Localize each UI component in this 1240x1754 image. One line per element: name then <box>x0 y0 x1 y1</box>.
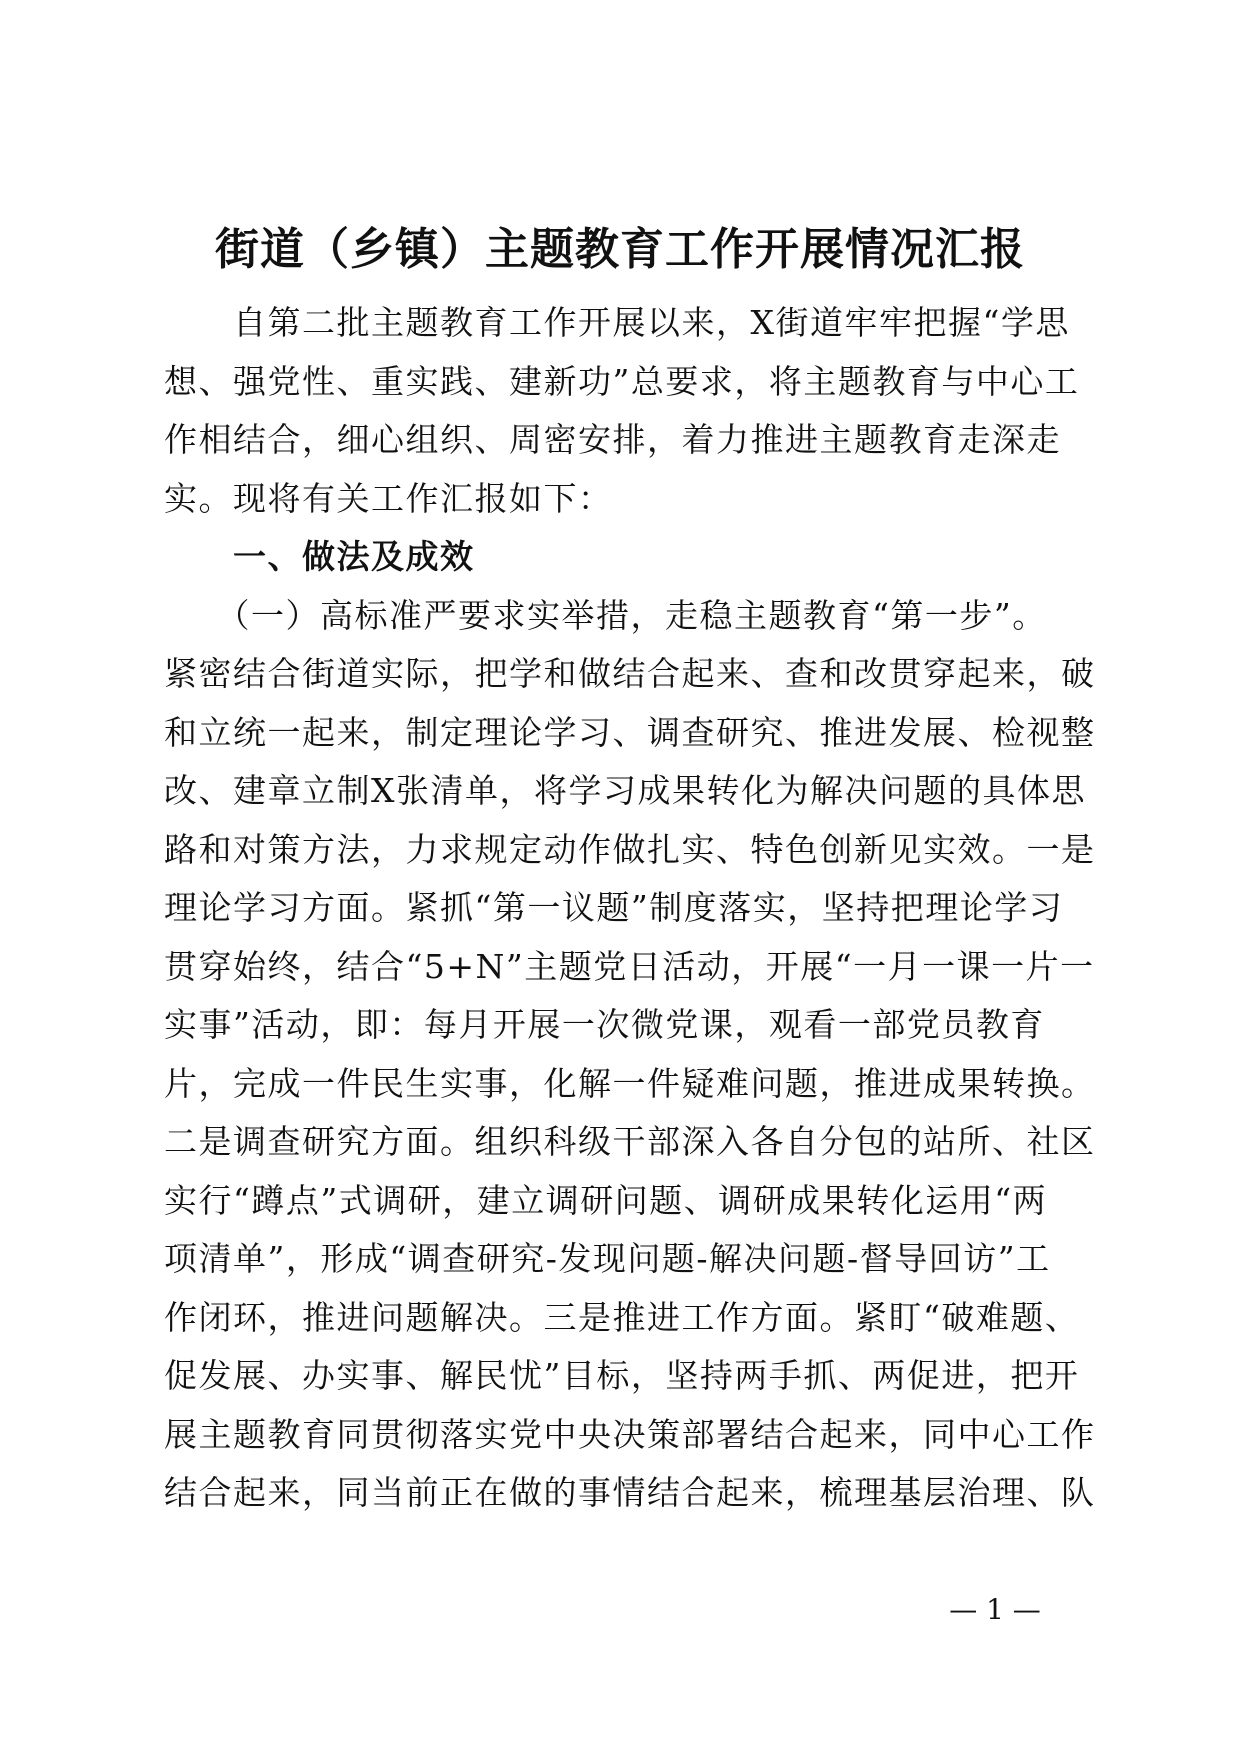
body-line: 理论学习方面。紧抓“第一议题”制度落实，坚持把理论学习 <box>164 888 1064 927</box>
body-line: 作相结合，细心组织、周密安排，着力推进主题教育走深走 <box>164 420 1061 459</box>
body-line: 想、强党性、重实践、建新功”总要求，将主题教育与中心工 <box>164 361 1080 401</box>
body-line: 项清单”，形成“调查研究-发现问题-解决问题-督导回访”工 <box>164 1239 1051 1278</box>
body-line: 作闭环，推进问题解决。三是推进工作方面。紧盯“破难题、 <box>164 1297 1080 1337</box>
document-body <box>164 294 1096 1523</box>
page-number: — 1 — <box>949 1593 1041 1626</box>
section-heading: 一、做法及成效 <box>164 537 475 576</box>
body-line: 实事”活动，即：每月开展一次微党课，观看一部党员教育 <box>164 1005 1045 1044</box>
body-line: 展主题教育同贯彻落实党中央决策部署结合起来，同中心工作 <box>164 1414 1096 1454</box>
body-line: 改、建章立制X张清单，将学习成果转化为解决问题的具体思 <box>164 771 1086 810</box>
body-line: （一）高标准严要求实举措，走稳主题教育“第一步”。 <box>164 595 1047 635</box>
body-line: 紧密结合街道实际，把学和做结合起来、查和改贯穿起来，破 <box>164 654 1096 693</box>
body-line: 片，完成一件民生实事，化解一件疑难问题，推进成果转换。 <box>164 1063 1096 1103</box>
body-line: 实行“蹲点”式调研，建立调研问题、调研成果转化运用“两 <box>164 1180 1048 1220</box>
body-line: 和立统一起来，制定理论学习、调查研究、推进发展、检视整 <box>164 712 1096 752</box>
body-line: 结合起来，同当前正在做的事情结合起来，梳理基层治理、队 <box>164 1473 1096 1512</box>
body-line: 贯穿始终，结合“5+N”主题党日活动，开展“一月一课一片一 <box>164 946 1095 986</box>
body-line: 路和对策方法，力求规定动作做扎实、特色创新见实效。一是 <box>164 829 1096 869</box>
body-line: 实。现将有关工作汇报如下： <box>164 478 613 518</box>
body-line: 促发展、办实事、解民忧”目标，坚持两手抓、两促进，把开 <box>164 1356 1080 1395</box>
body-line: 二是调查研究方面。组织科级干部深入各自分包的站所、社区 <box>164 1122 1096 1161</box>
body-line: 自第二批主题教育工作开展以来，X街道牢牢把握“学思 <box>164 303 1070 342</box>
document-title: 街道（乡镇）主题教育工作开展情况汇报 <box>215 224 1025 275</box>
